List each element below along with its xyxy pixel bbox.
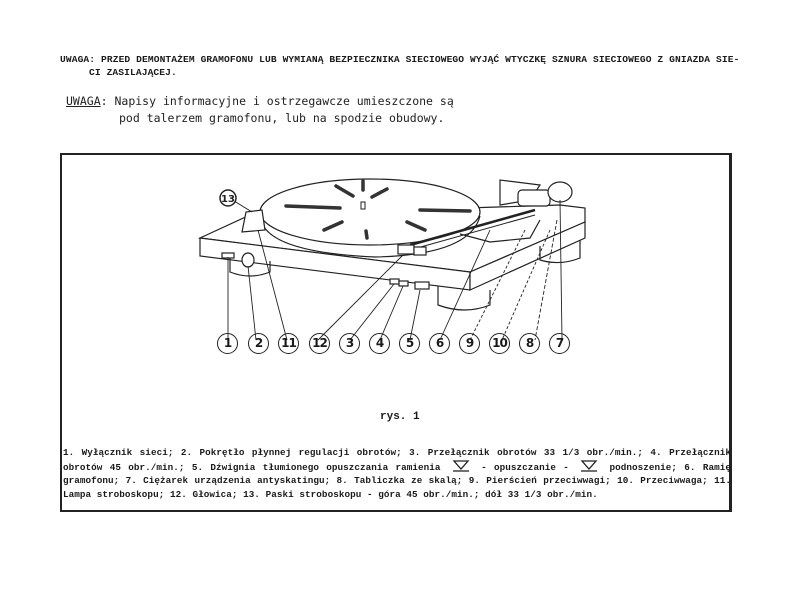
- callout-6: 6: [429, 333, 450, 354]
- callout-7: 7: [549, 333, 570, 354]
- info-note-line-2: pod talerzem gramofonu, lub na spodzie obudowy.: [119, 111, 445, 125]
- legend-raise-text: podnoszenie; 6. Ramię gramofonu; 7. Ciężarek urządzenia antyskatingu; 8. Tabliczka ze skalą; 9. Pierścień przeciwwagi; 10. Przeciwwaga; 11. Lampa stroboskopu; 12. Głowica; 13. Paski stroboskopu - góra 45 obr./min.; dół 33 1/3 obr./min.: [63, 461, 731, 500]
- info-note-label: UWAGA: [66, 94, 101, 108]
- figure-caption: rys. 1: [380, 411, 420, 423]
- callout-8: 8: [519, 333, 540, 354]
- callout-1: 1: [217, 333, 238, 354]
- parts-legend: [63, 446, 731, 501]
- callout-3: 3: [339, 333, 360, 354]
- callout-4: 4: [369, 333, 390, 354]
- callout-5: 5: [399, 333, 420, 354]
- lower-arm-triangle-icon: [452, 460, 470, 472]
- callout-9: 9: [459, 333, 480, 354]
- disassembly-warning: [60, 53, 740, 79]
- raise-arm-triangle-icon: [580, 460, 598, 472]
- callout-11: 11: [278, 333, 299, 354]
- callout-2: 2: [248, 333, 269, 354]
- info-note: [66, 93, 454, 127]
- info-note-separator: :: [100, 94, 108, 108]
- legend-part-1: 1. Wyłącznik sieci; 2. Pokrętło płynnej regulacji obrotów; 3. Przełącznik obrotów 33 1/3 obr./min.; 4. Przełącznik obrotów 45 obr./min.; 5. Dźwignia tłumionego opuszczania ramienia: [63, 447, 731, 473]
- callout-row: [212, 330, 584, 360]
- callout-10: 10: [489, 333, 510, 354]
- svg-text:13: 13: [221, 194, 235, 205]
- legend-lower-text: - opuszczanie -: [473, 461, 577, 473]
- warning-line-1: UWAGA: PRZED DEMONTAŻEM GRAMOFONU LUB WYMIANĄ BEZPIECZNIKA SIECIOWEGO WYJĄĆ WTYCZKĘ SZNURA SIECIOWEGO Z GNIAZDA SIE-: [60, 54, 740, 65]
- callout-12: 12: [309, 333, 330, 354]
- info-note-line-1: Napisy informacyjne i ostrzegawcze umieszczone są: [107, 94, 454, 108]
- warning-line-2: CI ZASILAJĄCEJ.: [89, 67, 177, 78]
